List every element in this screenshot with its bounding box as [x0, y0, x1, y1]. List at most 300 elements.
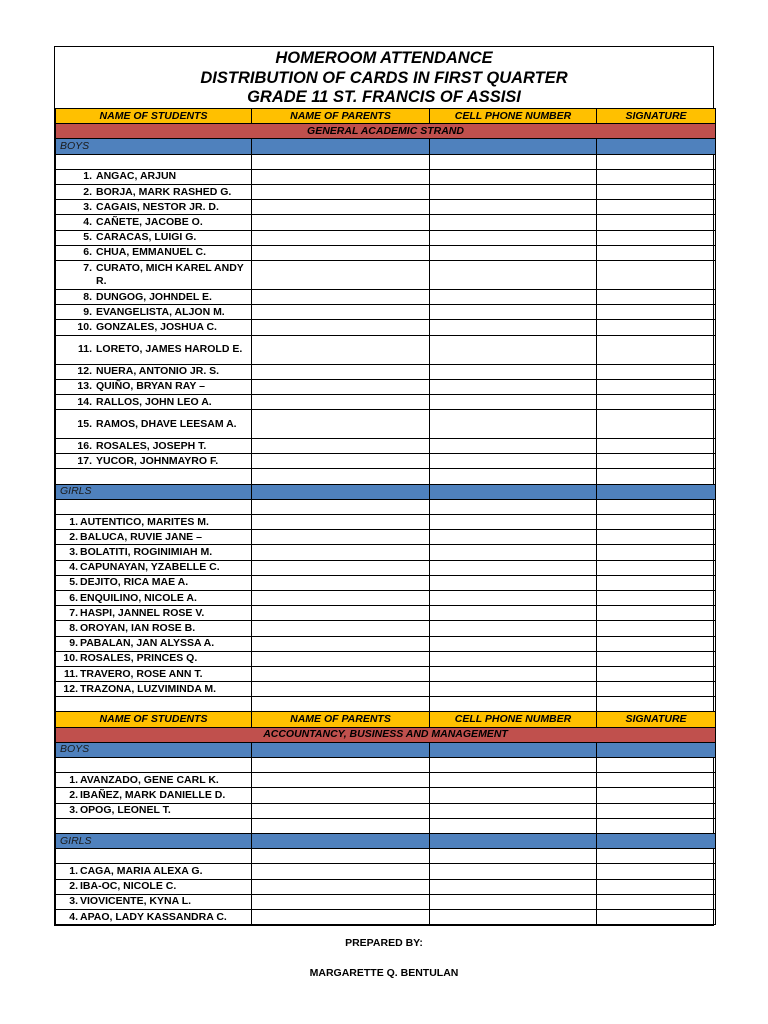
blank-cell [56, 849, 252, 864]
blank-cell [56, 818, 252, 833]
student-row [56, 245, 716, 260]
student-row [56, 682, 716, 697]
blank-cell [252, 245, 430, 260]
blank-cell [430, 439, 597, 454]
student-name: CARACAS, LUIGI G. [96, 231, 197, 244]
student-row [56, 666, 716, 681]
student-number: 4. [83, 216, 92, 229]
blank-cell [597, 289, 716, 304]
blank-cell [597, 742, 716, 757]
student-name: ENQUILINO, NICOLE A. [80, 591, 197, 604]
student-name: HASPI, JANNEL ROSE V. [80, 606, 205, 619]
student-number: 14. [77, 395, 92, 408]
blank-cell [430, 200, 597, 215]
group-row [56, 742, 716, 757]
blank-cell [597, 439, 716, 454]
student-number: 11. [77, 343, 92, 356]
student-name-cell [56, 864, 252, 879]
blank-cell [252, 545, 430, 560]
blank-cell [252, 410, 430, 439]
blank-cell [430, 394, 597, 409]
student-number: 8. [69, 621, 78, 634]
blank-cell [597, 139, 716, 154]
student-name-cell [56, 379, 252, 394]
student-name: CHUA, EMMANUEL C. [96, 246, 207, 259]
student-row [56, 215, 716, 230]
blank-cell [252, 200, 430, 215]
student-row [56, 545, 716, 560]
student-number: 3. [69, 804, 78, 817]
student-name-cell [56, 590, 252, 605]
blank-cell [597, 320, 716, 335]
student-name: TRAVERO, ROSE ANN T. [80, 667, 203, 680]
blank-cell [56, 697, 252, 712]
student-number: 17. [77, 454, 92, 467]
student-name-cell [56, 515, 252, 530]
strand-row [56, 124, 716, 139]
blank-cell [430, 185, 597, 200]
student-row [56, 289, 716, 304]
blank-cell [430, 833, 597, 848]
blank-cell [252, 894, 430, 909]
spacer-row [56, 469, 716, 484]
student-number: 3. [83, 200, 92, 213]
blank-cell [430, 879, 597, 894]
blank-cell [56, 758, 252, 773]
student-name-cell [56, 289, 252, 304]
blank-cell [430, 364, 597, 379]
blank-cell [597, 245, 716, 260]
student-number: 1. [69, 864, 78, 877]
student-name: NUERA, ANTONIO JR. S. [96, 365, 220, 378]
blank-cell [430, 230, 597, 245]
blank-cell [597, 545, 716, 560]
student-name: EVANGELISTA, ALJON M. [96, 305, 225, 318]
student-number: 11. [63, 667, 78, 680]
student-number: 3. [69, 546, 78, 559]
student-name-cell [56, 394, 252, 409]
student-name: OROYAN, IAN ROSE B. [80, 621, 196, 634]
student-number: 2. [69, 880, 78, 893]
title-line-3: GRADE 11 ST. FRANCIS OF ASSISI [247, 88, 521, 107]
student-row [56, 454, 716, 469]
student-name: QUIÑO, BRYAN RAY – [96, 380, 205, 393]
student-row [56, 560, 716, 575]
blank-cell [252, 169, 430, 184]
blank-cell [597, 666, 716, 681]
blank-cell [252, 515, 430, 530]
blank-cell [252, 879, 430, 894]
student-number: 15. [77, 417, 92, 430]
student-row [56, 439, 716, 454]
student-name: APAO, LADY KASSANDRA C. [80, 910, 227, 923]
blank-cell [597, 305, 716, 320]
student-number: 9. [69, 637, 78, 650]
blank-cell [597, 833, 716, 848]
group-label: BOYS [56, 742, 252, 757]
student-name-cell [56, 230, 252, 245]
student-name: BALUCA, RUVIE JANE – [80, 530, 202, 543]
student-row [56, 394, 716, 409]
student-name-cell [56, 879, 252, 894]
blank-cell [430, 803, 597, 818]
student-name-cell [56, 439, 252, 454]
student-number: 7. [69, 606, 78, 619]
student-number: 8. [83, 290, 92, 303]
group-label: GIRLS [56, 484, 252, 499]
student-name: IBA-OC, NICOLE C. [80, 880, 177, 893]
blank-cell [252, 606, 430, 621]
blank-cell [252, 575, 430, 590]
blank-cell [252, 803, 430, 818]
student-number: 2. [83, 185, 92, 198]
column-header: NAME OF PARENTS [252, 712, 430, 727]
student-name: ROSALES, JOSEPH T. [96, 439, 207, 452]
student-number: 7. [83, 261, 92, 274]
blank-cell [252, 788, 430, 803]
student-name-cell [56, 260, 252, 289]
group-row [56, 484, 716, 499]
blank-cell [252, 364, 430, 379]
blank-cell [430, 590, 597, 605]
student-name: TRAZONA, LUZVIMINDA M. [80, 682, 217, 695]
blank-cell [430, 499, 597, 514]
blank-cell [430, 894, 597, 909]
blank-cell [597, 788, 716, 803]
blank-cell [252, 560, 430, 575]
blank-cell [252, 666, 430, 681]
blank-cell [252, 215, 430, 230]
student-number: 12. [63, 682, 78, 695]
blank-cell [430, 154, 597, 169]
student-name: BORJA, MARK RASHED G. [96, 185, 232, 198]
blank-cell [430, 169, 597, 184]
column-header: CELL PHONE NUMBER [430, 109, 597, 124]
student-number: 12. [77, 365, 92, 378]
student-name-cell [56, 410, 252, 439]
student-number: 6. [69, 591, 78, 604]
student-row [56, 320, 716, 335]
sheet-title [55, 47, 713, 108]
blank-cell [597, 606, 716, 621]
student-name: ROSALES, PRINCES Q. [80, 652, 198, 665]
student-name-cell [56, 666, 252, 681]
student-name-cell [56, 788, 252, 803]
spacer-row [56, 154, 716, 169]
blank-cell [597, 379, 716, 394]
blank-cell [252, 697, 430, 712]
blank-cell [597, 169, 716, 184]
student-number: 1. [69, 515, 78, 528]
blank-cell [252, 621, 430, 636]
student-row [56, 185, 716, 200]
student-name-cell [56, 651, 252, 666]
student-row [56, 803, 716, 818]
student-name-cell [56, 530, 252, 545]
group-label: BOYS [56, 139, 252, 154]
blank-cell [597, 215, 716, 230]
student-name: OPOG, LEONEL T. [80, 804, 171, 817]
student-row [56, 575, 716, 590]
title-line-1: HOMEROOM ATTENDANCE [275, 49, 493, 67]
blank-cell [56, 154, 252, 169]
blank-cell [430, 379, 597, 394]
student-name-cell [56, 245, 252, 260]
blank-cell [597, 469, 716, 484]
student-number: 9. [83, 305, 92, 318]
blank-cell [252, 320, 430, 335]
student-row [56, 651, 716, 666]
student-row [56, 773, 716, 788]
student-name: CAGAIS, NESTOR JR. D. [96, 200, 219, 213]
student-name-cell [56, 200, 252, 215]
student-number: 10. [77, 320, 92, 333]
column-header: SIGNATURE [597, 712, 716, 727]
student-number: 1. [69, 773, 78, 786]
column-header: SIGNATURE [597, 109, 716, 124]
student-name: YUCOR, JOHNMAYRO F. [96, 454, 219, 467]
student-name-cell [56, 454, 252, 469]
blank-cell [597, 909, 716, 924]
blank-cell [430, 560, 597, 575]
student-number: 5. [69, 576, 78, 589]
blank-cell [430, 530, 597, 545]
blank-cell [597, 864, 716, 879]
strand-row [56, 727, 716, 742]
student-number: 2. [69, 789, 78, 802]
student-name: ANGAC, ARJUN [96, 170, 177, 183]
blank-cell [597, 410, 716, 439]
student-name-cell [56, 909, 252, 924]
student-name-cell [56, 636, 252, 651]
blank-cell [597, 621, 716, 636]
blank-cell [597, 697, 716, 712]
student-row [56, 230, 716, 245]
blank-cell [597, 335, 716, 364]
student-name: BOLATITI, ROGINIMIAH M. [80, 546, 213, 559]
blank-cell [597, 364, 716, 379]
blank-cell [430, 260, 597, 289]
student-number: 1. [83, 170, 92, 183]
blank-cell [597, 818, 716, 833]
student-number: 2. [69, 530, 78, 543]
student-row [56, 410, 716, 439]
column-header-row [56, 712, 716, 727]
student-name: CAÑETE, JACOBE O. [96, 216, 203, 229]
strand-label: GENERAL ACADEMIC STRAND [56, 124, 716, 139]
student-row [56, 530, 716, 545]
student-row [56, 364, 716, 379]
student-name: IBAÑEZ, MARK DANIELLE D. [80, 789, 226, 802]
student-row [56, 260, 716, 289]
blank-cell [597, 590, 716, 605]
blank-cell [252, 773, 430, 788]
blank-cell [597, 894, 716, 909]
student-row [56, 169, 716, 184]
student-name: VIOVICENTE, KYNA L. [80, 895, 192, 908]
blank-cell [597, 636, 716, 651]
blank-cell [597, 394, 716, 409]
student-row [56, 621, 716, 636]
student-row [56, 590, 716, 605]
blank-cell [430, 545, 597, 560]
student-name: CURATO, MICH KAREL ANDY R. [96, 261, 244, 287]
blank-cell [430, 636, 597, 651]
student-row [56, 788, 716, 803]
blank-cell [252, 651, 430, 666]
student-name: LORETO, JAMES HAROLD E. [96, 343, 243, 356]
student-number: 13. [77, 380, 92, 393]
blank-cell [597, 758, 716, 773]
blank-cell [252, 469, 430, 484]
blank-cell [252, 230, 430, 245]
blank-cell [597, 230, 716, 245]
student-name: AUTENTICO, MARITES M. [80, 515, 209, 528]
blank-cell [597, 200, 716, 215]
student-name-cell [56, 621, 252, 636]
student-row [56, 335, 716, 364]
blank-cell [252, 864, 430, 879]
blank-cell [597, 575, 716, 590]
student-name: GONZALES, JOSHUA C. [96, 320, 217, 333]
blank-cell [252, 454, 430, 469]
blank-cell [430, 773, 597, 788]
blank-cell [252, 682, 430, 697]
blank-cell [252, 139, 430, 154]
blank-cell [430, 410, 597, 439]
blank-cell [430, 682, 597, 697]
student-number: 4. [69, 910, 78, 923]
blank-cell [430, 245, 597, 260]
spacer-row [56, 818, 716, 833]
blank-cell [252, 909, 430, 924]
student-name-cell [56, 215, 252, 230]
student-name-cell [56, 169, 252, 184]
blank-cell [430, 651, 597, 666]
blank-cell [430, 788, 597, 803]
student-number: 5. [83, 231, 92, 244]
blank-cell [252, 289, 430, 304]
column-header: NAME OF STUDENTS [56, 712, 252, 727]
student-name-cell [56, 185, 252, 200]
blank-cell [430, 849, 597, 864]
student-number: 16. [77, 439, 92, 452]
column-header-row [56, 109, 716, 124]
student-name-cell [56, 320, 252, 335]
blank-cell [597, 560, 716, 575]
blank-cell [252, 499, 430, 514]
blank-cell [252, 636, 430, 651]
student-name-cell [56, 305, 252, 320]
blank-cell [430, 621, 597, 636]
group-label: GIRLS [56, 833, 252, 848]
spacer-row [56, 849, 716, 864]
student-name-cell [56, 545, 252, 560]
student-name: RAMOS, DHAVE LEESAM A. [96, 417, 237, 430]
title-line-2: DISTRIBUTION OF CARDS IN FIRST QUARTER [200, 68, 568, 87]
student-number: 10. [63, 652, 78, 665]
student-name-cell [56, 773, 252, 788]
blank-cell [252, 484, 430, 499]
blank-cell [597, 515, 716, 530]
student-name-cell [56, 364, 252, 379]
student-name-cell [56, 560, 252, 575]
blank-cell [597, 530, 716, 545]
blank-cell [597, 260, 716, 289]
blank-cell [597, 879, 716, 894]
spacer-row [56, 499, 716, 514]
blank-cell [430, 666, 597, 681]
student-name-cell [56, 335, 252, 364]
student-row [56, 379, 716, 394]
student-name: AVANZADO, GENE CARL K. [80, 773, 219, 786]
blank-cell [56, 469, 252, 484]
student-number: 4. [69, 561, 78, 574]
blank-cell [252, 379, 430, 394]
student-row [56, 515, 716, 530]
attendance-sheet [54, 46, 714, 926]
student-name-cell [56, 606, 252, 621]
blank-cell [252, 439, 430, 454]
blank-cell [56, 499, 252, 514]
blank-cell [252, 185, 430, 200]
strand-label: ACCOUNTANCY, BUSINESS AND MANAGEMENT [56, 727, 716, 742]
blank-cell [597, 185, 716, 200]
blank-cell [430, 469, 597, 484]
spacer-row [56, 758, 716, 773]
column-header: CELL PHONE NUMBER [430, 712, 597, 727]
blank-cell [430, 215, 597, 230]
blank-cell [430, 818, 597, 833]
blank-cell [252, 818, 430, 833]
blank-cell [430, 484, 597, 499]
blank-cell [252, 590, 430, 605]
blank-cell [430, 697, 597, 712]
student-name-cell [56, 894, 252, 909]
blank-cell [430, 742, 597, 757]
blank-cell [597, 454, 716, 469]
blank-cell [597, 682, 716, 697]
blank-cell [430, 454, 597, 469]
blank-cell [597, 154, 716, 169]
blank-cell [252, 833, 430, 848]
blank-cell [252, 758, 430, 773]
blank-cell [252, 335, 430, 364]
student-name-cell [56, 803, 252, 818]
blank-cell [252, 742, 430, 757]
blank-cell [430, 606, 597, 621]
blank-cell [597, 773, 716, 788]
student-row [56, 909, 716, 924]
blank-cell [430, 320, 597, 335]
blank-cell [252, 260, 430, 289]
student-row [56, 200, 716, 215]
student-row [56, 606, 716, 621]
student-row [56, 864, 716, 879]
blank-cell [252, 849, 430, 864]
blank-cell [252, 530, 430, 545]
student-name: DEJITO, RICA MAE A. [80, 576, 189, 589]
student-name: DUNGOG, JOHNDEL E. [96, 290, 212, 303]
blank-cell [430, 515, 597, 530]
preparer-name: MARGARETTE Q. BENTULAN [309, 967, 459, 979]
student-number: 3. [69, 895, 78, 908]
student-row [56, 305, 716, 320]
blank-cell [597, 651, 716, 666]
blank-cell [430, 289, 597, 304]
student-row [56, 636, 716, 651]
student-name: PABALAN, JAN ALYSSA A. [80, 637, 215, 650]
